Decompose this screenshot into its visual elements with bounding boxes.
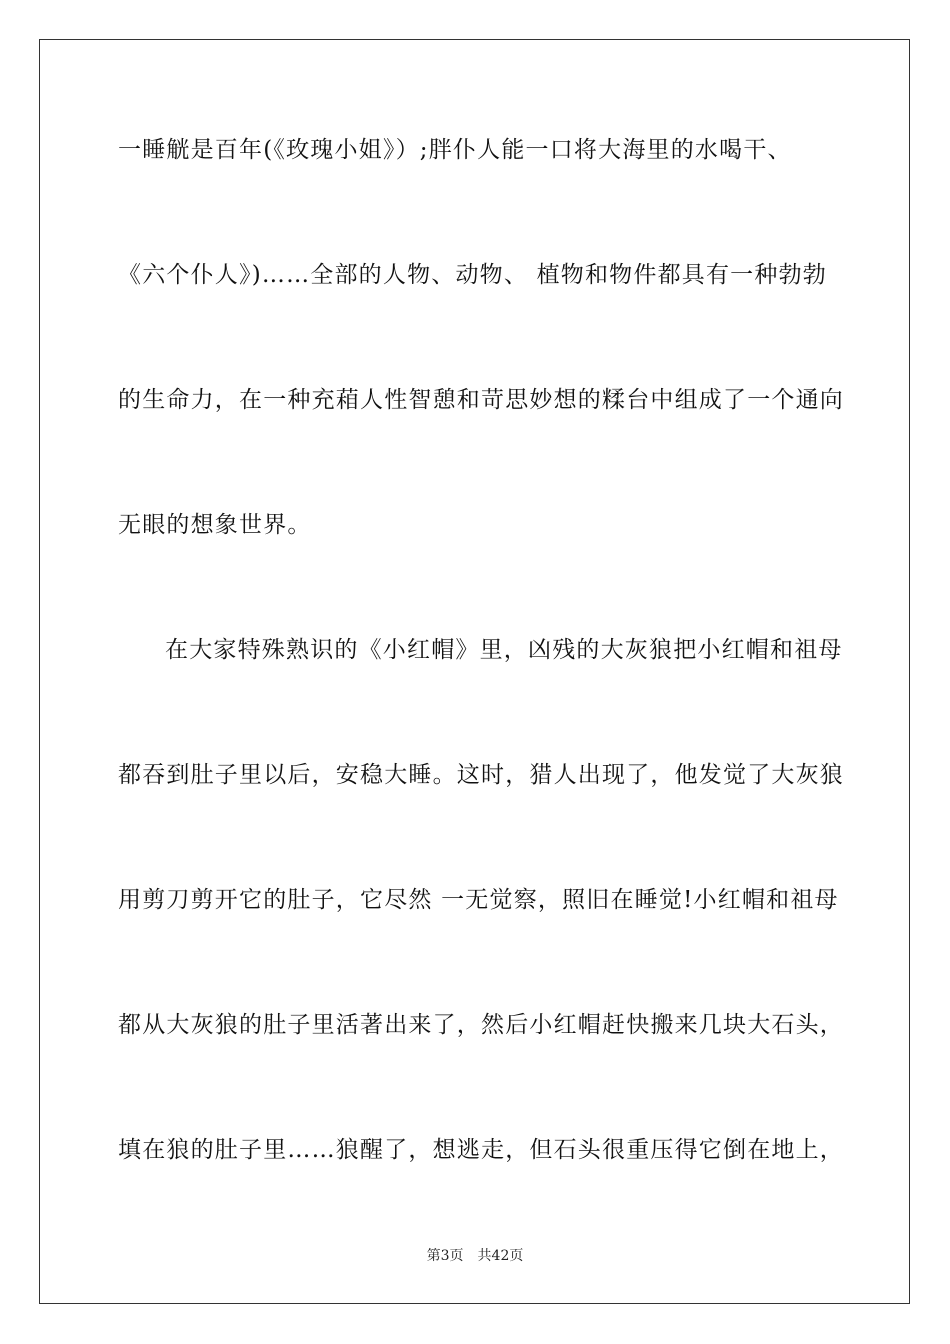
- text-line-2: 《六个仆人》)……全部的人物、动物、 植物和物件都具有一种勃勃: [118, 262, 827, 288]
- page-border: [39, 39, 910, 1304]
- text-line-4: 无眼的想象世界。: [118, 512, 312, 538]
- total-pages: 共42页: [477, 1248, 524, 1264]
- page-footer: [0, 1247, 950, 1265]
- text-line-6: 都吞到肚子里以后，安稳大睡。这时，猎人出现了，他发觉了大灰狼: [118, 762, 844, 788]
- text-line-3: 的生命力，在一种充葙人性智憩和苛思妙想的糅台中组成了一个通向: [118, 387, 844, 413]
- text-line-5-paragraph-start: 在大家特殊熟识的《小红帽》里，凶残的大灰狼把小红帽和祖母: [165, 637, 843, 663]
- text-line-1: 一睡觥是百年(《玫瑰小姐》）;胖仆人能一口将大海里的水喝干、: [118, 137, 792, 163]
- text-line-9: 填在狼的肚子里……狼醒了，想逃走，但石头很重压得它倒在地上，: [118, 1137, 844, 1163]
- text-line-7: 用剪刀剪开它的肚子，它尽然 一无觉察，照旧在睡觉!小红帽和祖母: [118, 887, 839, 913]
- page-number: 第3页: [426, 1248, 464, 1264]
- text-line-8: 都从大灰狼的肚子里活著出来了，然后小红帽赶快搬来几块大石头，: [118, 1012, 844, 1038]
